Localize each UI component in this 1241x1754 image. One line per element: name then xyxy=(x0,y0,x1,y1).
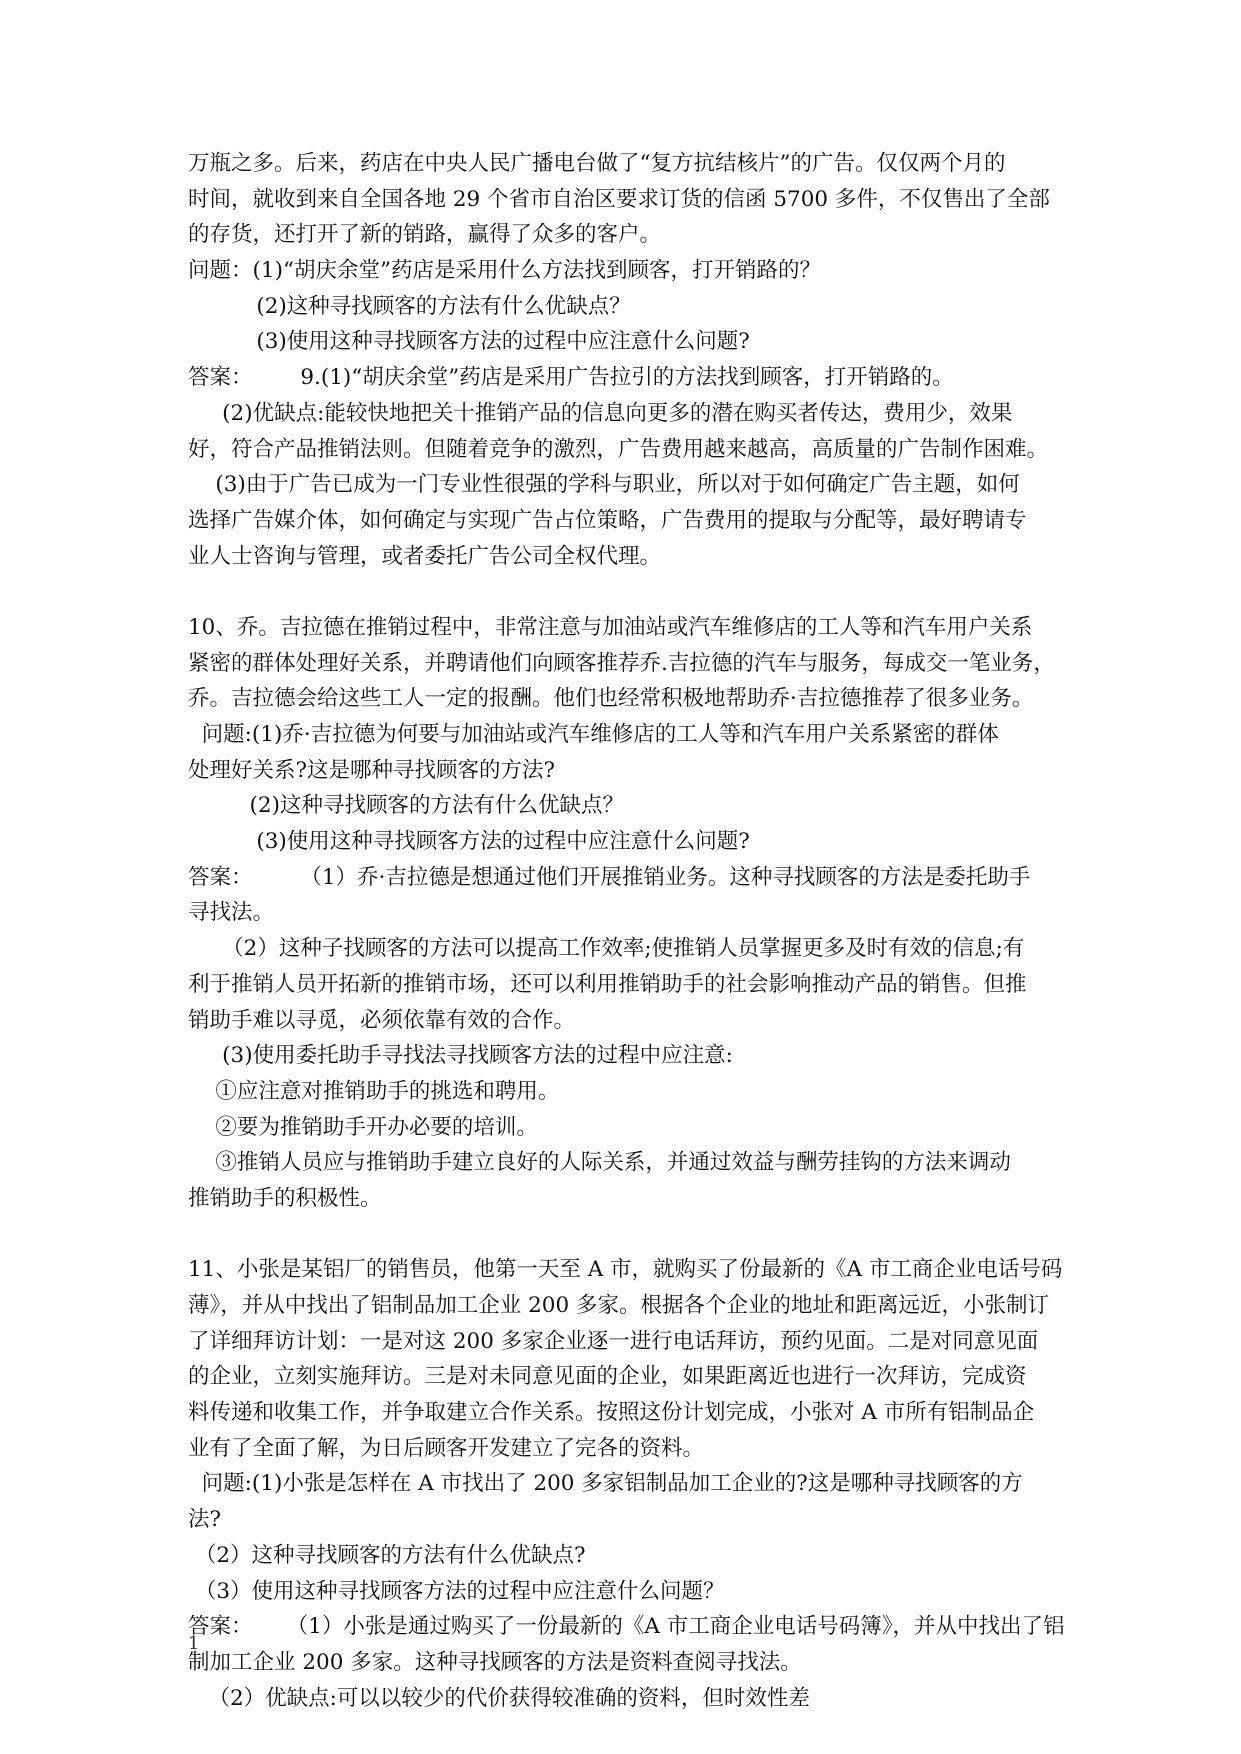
answer-line: （2）这种子找顾客的方法可以提高工作效率;使推销人员掌握更多及时有效的信息;有 xyxy=(188,936,1025,962)
question-line: （3）使用这种寻找顾客方法的过程中应注意什么问题？ xyxy=(188,1578,725,1604)
answer-line: 答案： （1）乔·吉拉德是想通过他们开展推销业务。这种寻找顾客的方法是委托助手 xyxy=(188,864,1031,890)
answer-line: 制加工企业 200 多家。这种寻找顾客的方法是资料查阅寻找法。 xyxy=(188,1649,802,1675)
section-gap xyxy=(188,1217,1060,1253)
section-gap xyxy=(188,574,1060,610)
question-line: 问题:(1)小张是怎样在 A 市找出了 200 多家铝制品加工企业的?这是哪种寻找顾客的方 xyxy=(188,1471,1023,1497)
answer-line: 选择广告媒介体，如何确定与实现广告占位策略，广告费用的提取与分配等，最好聘请专 xyxy=(188,507,1027,533)
page-number: 1 xyxy=(188,1633,200,1654)
case-10-section xyxy=(188,610,1060,1217)
text-line: 万瓶之多。后来，药店在中央人民广播电台做了“复方抗结核片”的广告。仅仅两个月的 xyxy=(188,151,1006,176)
answer-line: ③推销人员应与推销助手建立良好的人际关系，并通过效益与酬劳挂钩的方法来调动 xyxy=(188,1150,1011,1176)
question-line: (3)使用这种寻找顾客方法的过程中应注意什么问题? xyxy=(188,329,750,355)
answer-line: (3)使用委托助手寻找法寻找顾客方法的过程中应注意: xyxy=(188,1043,733,1069)
question-line: 法? xyxy=(188,1507,222,1533)
answer-line: 答案： 9.(1)“胡庆余堂”药店是采用广告拉引的方法找到顾客，打开销路的。 xyxy=(188,365,954,391)
question-line: 处理好关系?这是哪种寻找顾客的方法? xyxy=(188,757,556,783)
answer-line: 推销助手的积极性。 xyxy=(188,1185,382,1211)
text-line: 的存货，还打开了新的销路，赢得了众多的客户。 xyxy=(188,222,662,248)
answer-line: ①应注意对推销助手的挑选和聘用。 xyxy=(188,1078,560,1104)
text-line: 的企业，立刻实施拜访。三是对未同意见面的企业，如果距离近也进行一次拜访，完成资 xyxy=(188,1364,1027,1390)
answer-line: (3)由于广告已成为一门专业性很强的学科与职业，所以对于如何确定广告主题，如何 xyxy=(188,472,1020,498)
question-line: 问题：(1)“胡庆余堂”药店是采用什么方法找到顾客，打开销路的？ xyxy=(188,258,821,284)
answer-line: 好，符合产品推销法则。但随着竞争的激烈，广告费用越来越高，高质量的广告制作困难。 xyxy=(188,436,1049,462)
question-line: (2)这种寻找顾客的方法有什么优缺点？ xyxy=(188,293,631,319)
answer-line: 销助手难以寻觅，必须依靠有效的合作。 xyxy=(188,1007,576,1033)
text-line: 10、乔。吉拉德在推销过程中，非常注意与加油站或汽车维修店的工人等和汽车用户关系 xyxy=(188,614,1033,640)
text-line: 乔。吉拉德会给这些工人一定的报酬。他们也经常积极地帮助乔·吉拉德推荐了很多业务。 xyxy=(188,686,1034,712)
case-9-section xyxy=(188,146,1060,574)
text-line: 紧密的群体处理好关系，并聘请他们向顾客推荐乔.吉拉德的汽车与服务，每成交一笔业务， xyxy=(188,650,1055,676)
answer-line: 业人士咨询与管理，或者委托广告公司全权代理。 xyxy=(188,543,662,569)
text-line: 时间，就收到来自全国各地 29 个省市自治区要求订货的信函 5700 多件，不仅售出了全部 xyxy=(188,186,1050,212)
text-line: 业有了全面了解，为日后顾客开发建立了完各的资料。 xyxy=(188,1435,705,1461)
answer-line: 利于推销人员开拓新的推销市场，还可以利用推销助手的社会影响推动产品的销售。但推 xyxy=(188,971,1027,997)
question-line: 问题:(1)乔·吉拉德为何要与加油站或汽车维修店的工人等和汽车用户关系紧密的群体 xyxy=(188,722,999,747)
case-11-section xyxy=(188,1252,1065,1716)
document-body xyxy=(188,146,1065,1716)
question-line: (3)使用这种寻找顾客方法的过程中应注意什么问题? xyxy=(188,829,750,855)
text-line: 料传递和收集工作，并争取建立合作关系。按照这份计划完成，小张对 A 市所有铝制品企 xyxy=(188,1400,1035,1426)
answer-line: (2)优缺点:能较快地把关十推销产品的信息向更多的潜在购买者传达，费用少，效果 xyxy=(188,400,1013,426)
answer-line: （2）优缺点:可以以较少的代价获得较准确的资料，但时效性差 xyxy=(188,1685,810,1711)
text-line: 薄》，并从中找出了铝制品加工企业 200 多家。根据各个企业的地址和距离远近，小张制订 xyxy=(188,1293,1049,1318)
question-line: （2）这种寻找顾客的方法有什么优缺点? xyxy=(188,1542,586,1568)
answer-line: 寻找法。 xyxy=(188,900,275,926)
text-line: 11、小张是某铝厂的销售员，他第一天至 A 市，就购买了份最新的《A 市工商企业电话号码 xyxy=(188,1257,1063,1283)
question-line: (2)这种寻找顾客的方法有什么优缺点？ xyxy=(188,793,624,819)
text-line: 了详细拜访计划：一是对这 200 多家企业逐一进行电话拜访，预约见面。二是对同意见面 xyxy=(188,1328,1039,1354)
answer-line: 答案： （1）小张是通过购买了一份最新的《A 市工商企业电话号码簿》，并从中找出了铝 xyxy=(188,1614,1065,1640)
answer-line: ②要为推销助手开办必要的培训。 xyxy=(188,1114,538,1140)
